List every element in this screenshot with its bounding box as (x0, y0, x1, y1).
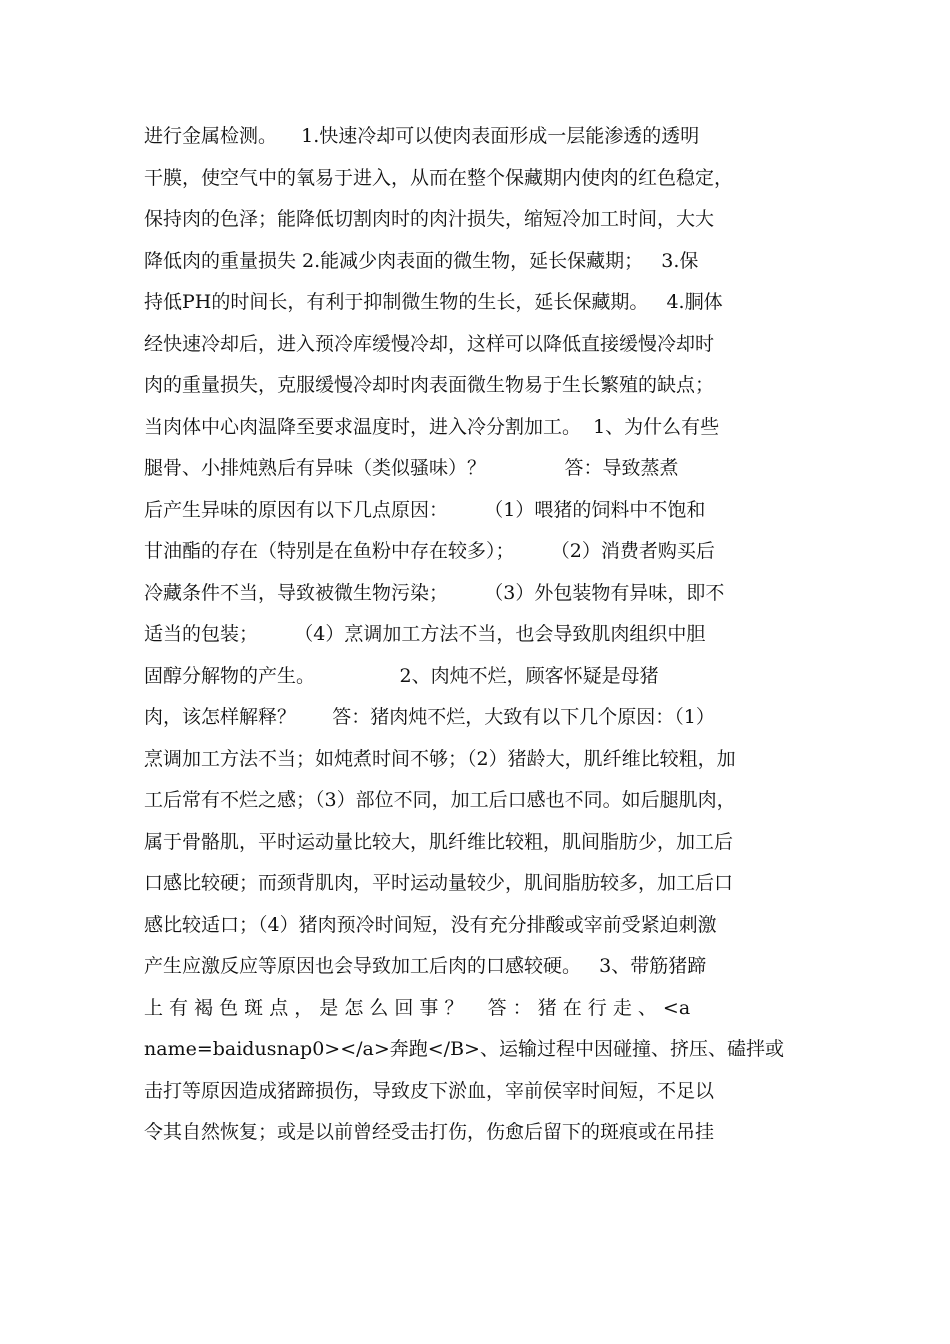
text-line: 产生应激反应等原因也会导致加工后肉的口感较硬。 3、带筋猪蹄 (144, 955, 707, 977)
text-line: 后产生异味的原因有以下几点原因： （1）喂猪的饲料中不饱和 (144, 498, 706, 521)
text-line: 冷藏条件不当，导致被微生物污染； （3）外包装物有异味，即不 (144, 581, 725, 604)
text-line: 进行金属检测。 1.快速冷却可以使肉表面形成一层能渗透的透明 (144, 125, 700, 147)
text-line: 甘油酯的存在（特别是在鱼粉中存在较多）； （2）消费者购买后 (144, 540, 715, 562)
text-line: 感比较适口；（4）猪肉预冷时间短，没有充分排酸或宰前受紧迫刺激 (144, 913, 717, 936)
text-line: 肉的重量损失，克服缓慢冷却时肉表面微生物易于生长繁殖的缺点； (144, 374, 715, 396)
text-line: 干膜，使空气中的氧易于进入，从而在整个保藏期内使肉的红色稳定， (144, 166, 734, 189)
text-line: 击打等原因造成猪蹄损伤，导致皮下淤血，宰前侯宰时间短，不足以 (144, 1079, 715, 1102)
text-line: 属于骨骼肌，平时运动量比较大，肌纤维比较粗，肌间脂肪少，加工后 (144, 830, 734, 853)
body-text (144, 116, 814, 1154)
text-line: 适当的包装； （4）烹调加工方法不当，也会导致肌肉组织中胆 (144, 623, 706, 645)
text-line: 当肉体中心肉温降至要求温度时，进入冷分割加工。 1、为什么有些 (144, 415, 720, 438)
text-line: 肉，该怎样解释？ 答：猪肉炖不烂，大致有以下几个原因：（1） (144, 706, 715, 728)
text-line: 保持肉的色泽；能降低切割肉时的肉汁损失，缩短冷加工时间，大大 (144, 208, 715, 230)
text-line: 令其自然恢复；或是以前曾经受击打伤，伤愈后留下的斑痕或在吊挂 (144, 1121, 715, 1143)
text-line: 烹调加工方法不当；如炖煮时间不够；（2）猪龄大，肌纤维比较粗，加 (144, 747, 736, 770)
text-line: 持低PH的时间长，有利于抑制微生物的生长，延长保藏期。 4.胴体 (144, 291, 723, 313)
text-line: 经快速冷却后，进入预冷库缓慢冷却，这样可以降低直接缓慢冷却时 (144, 332, 715, 355)
text-line: 固醇分解物的产生。 2、肉炖不烂，顾客怀疑是母猪 (144, 664, 659, 687)
text-line: 口感比较硬；而颈背肌肉，平时运动量较少，肌间脂肪较多，加工后口 (144, 872, 734, 894)
text-line: 工后常有不烂之感；（3）部位不同，加工后口感也不同。如后腿肌肉， (144, 789, 736, 811)
text-line: 腿骨、小排炖熟后有异味（类似骚味）？ 答：导致蒸煮 (144, 457, 679, 479)
text-line: 降低肉的重量损失 2.能减少肉表面的微生物，延长保藏期； 3.保 (144, 249, 699, 272)
text-line: 上 有 褐 色 斑 点 ， 是 怎 么 回 事 ？ 答 ： 猪 在 行 走 、 <a (144, 996, 691, 1019)
text-line: name=baidusnap0></a>奔跑</B>、运输过程中因碰撞、挤压、磕拌或 (144, 1038, 784, 1060)
